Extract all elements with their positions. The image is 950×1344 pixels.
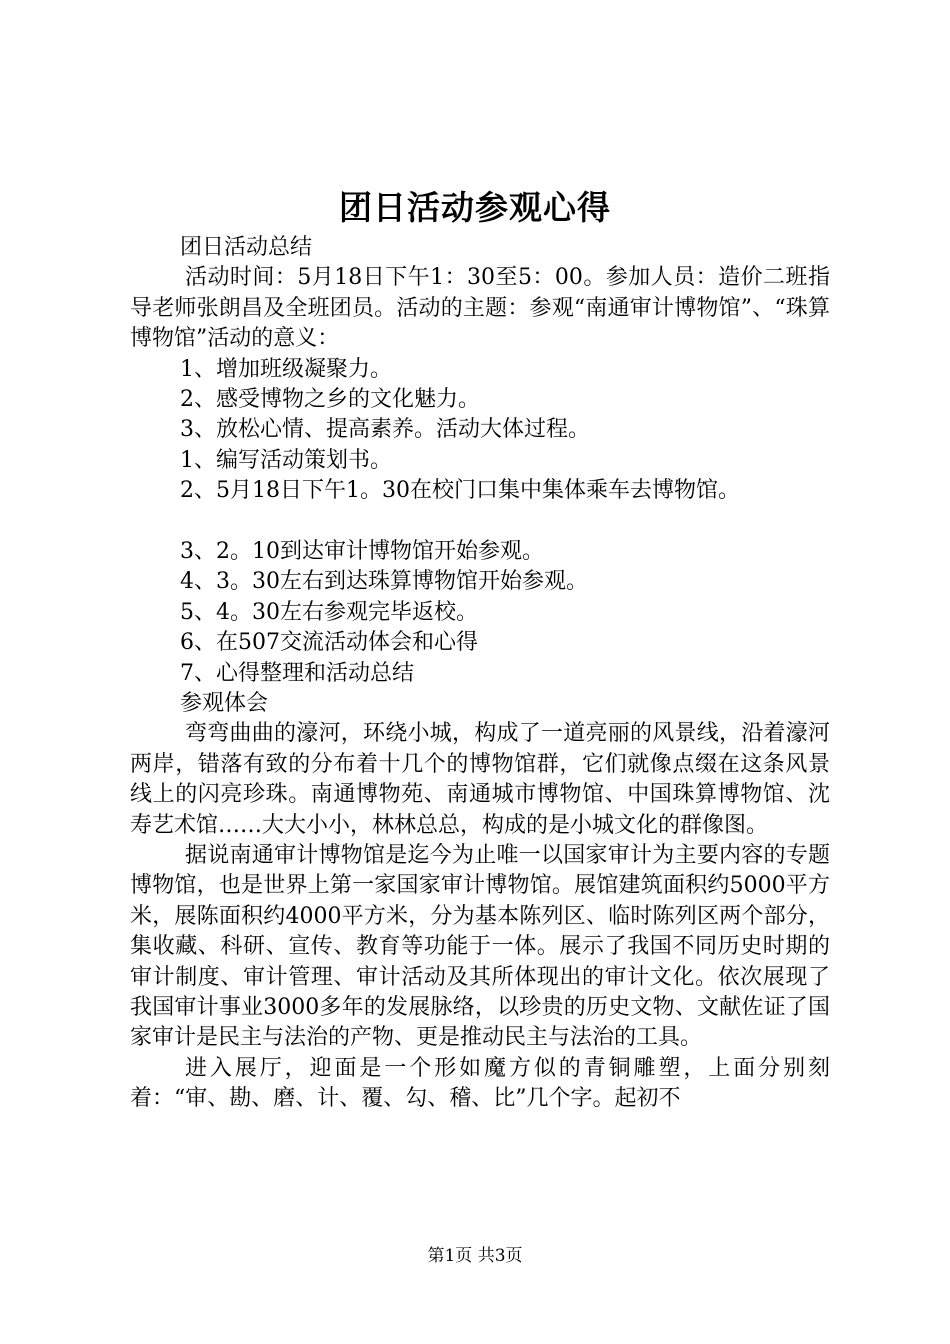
blank-line	[130, 507, 830, 537]
significance-item: 2、感受博物之乡的文化魅力。	[180, 387, 480, 412]
process-item: 4、3。30左右到达珠算博物馆开始参观。	[180, 569, 588, 595]
page-footer: 第1页 共3页	[427, 1246, 523, 1266]
significance-item: 3、放松心情、提高素养。活动大体过程。	[180, 417, 590, 443]
section-heading: 参观体会	[180, 690, 269, 716]
process-item: 1、编写活动策划书。	[180, 447, 392, 473]
process-item: 2、5月18日下午1。30在校门口集中集体乘车去博物馆。	[180, 478, 740, 504]
process-item: 7、心得整理和活动总结	[180, 660, 414, 686]
process-item: 5、4。30左右参观完毕返校。	[180, 599, 478, 625]
body-paragraph: 进入展厅，迎面是一个形如魔方似的青铜雕塑，上面分别刻着：“审、勘、磨、计、覆、勾、稽、比”几个字。起初不	[130, 1055, 830, 1112]
body-paragraph: 弯弯曲曲的濠河，环绕小城，构成了一道亮丽的风景线，沿着濠河两岸，错落有致的分布着十几个的博物馆群，它们就像点缀在这条风景线上的闪亮珍珠。南通博物苑、南通城市博物馆、中国珠算博物馆、沈寿艺术馆……大大小小，林林总总，构成的是小城文化的群像图。	[130, 721, 830, 838]
intro-paragraph: 活动时间：5月18日下午1：30至5：00。参加人员：造价二班指导老师张朗昌及全班团员。活动的主题：参观“南通审计博物馆”、“珠算博物馆”活动的意义：	[130, 265, 830, 352]
body-paragraph: 据说南通审计博物馆是迄今为止唯一以国家审计为主要内容的专题博物馆，也是世界上第一家国家审计博物馆。展馆建筑面积约5000平方米，展陈面积约4000平方米，分为基本陈列区、临时陈列区两个部分，集收藏、科研、宣传、教育等功能于一体。展示了我国不同历史时期的审计制度、审计管理、审计活动及其所体现出的审计文化。依次展现了我国审计事业3000多年的发展脉络，以珍贵的历史文物、文献佐证了国家审计是民主与法治的产物、更是推动民主与法治的工具。	[130, 842, 830, 1051]
document-body	[130, 233, 830, 1115]
significance-item: 1、增加班级凝聚力。	[180, 356, 392, 382]
subtitle: 团日活动总结	[180, 235, 313, 260]
document-title: 团日活动参观心得	[339, 188, 611, 227]
process-item: 3、2。10到达审计博物馆开始参观。	[180, 538, 544, 564]
process-item: 6、在507交流活动体会和心得	[180, 630, 478, 656]
